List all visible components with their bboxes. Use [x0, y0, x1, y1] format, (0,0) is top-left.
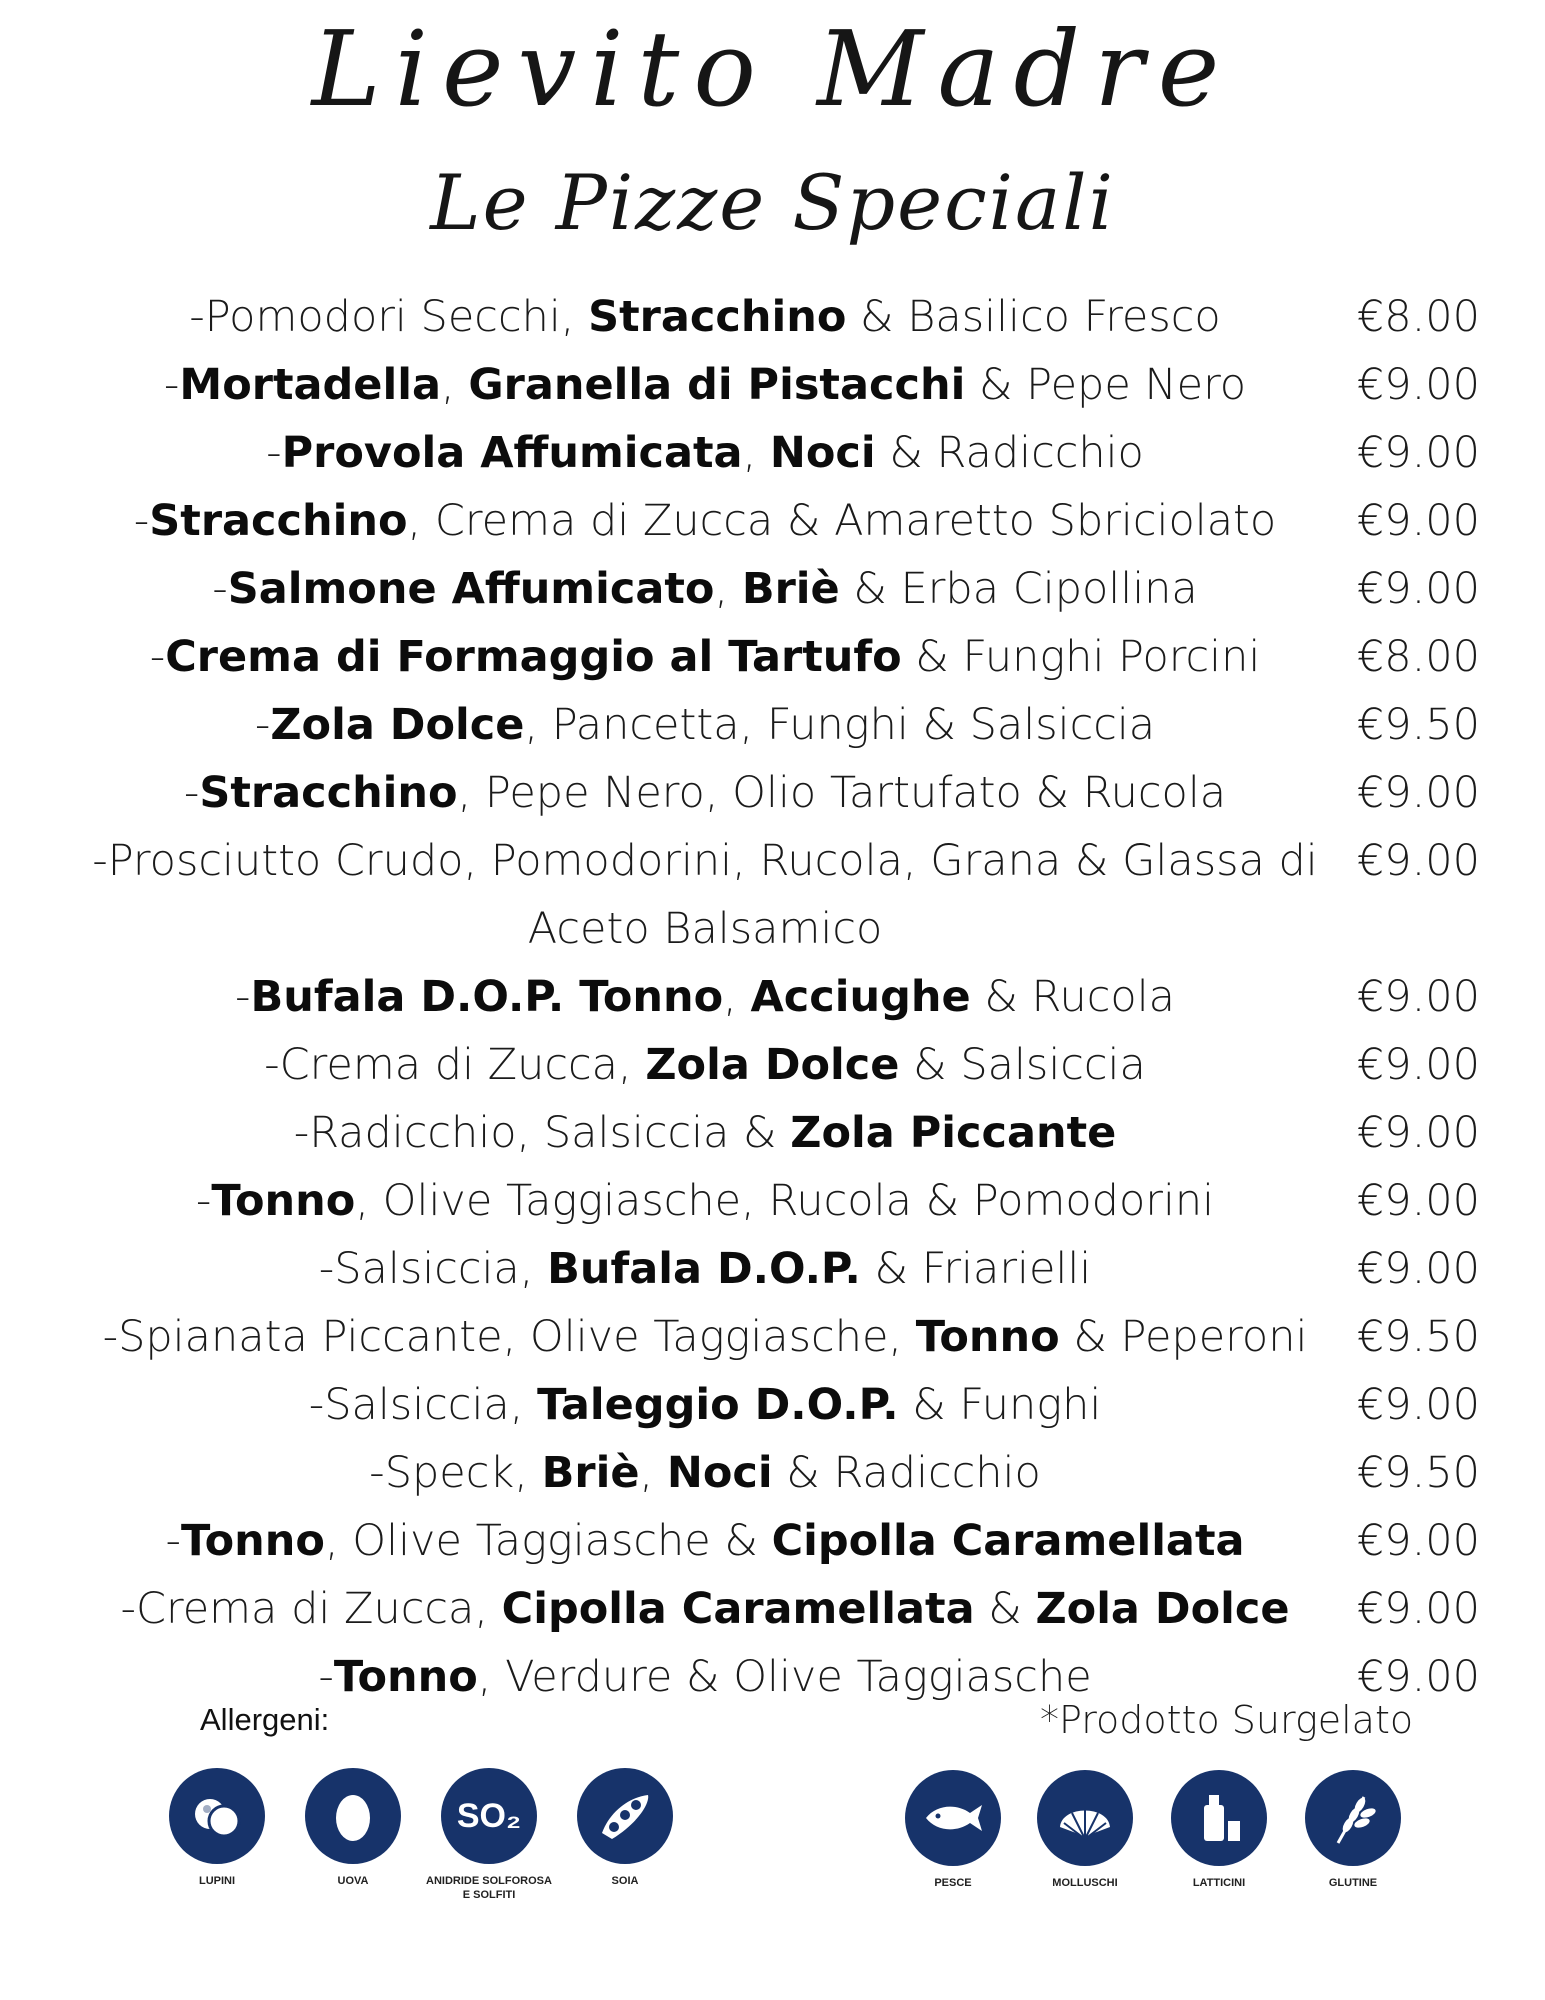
ingredient-text: -Pomodori Secchi,: [189, 292, 589, 342]
ingredient-text: , Verdure & Olive Taggiasche: [477, 1652, 1092, 1702]
menu-item: [0, 1371, 1545, 1439]
ingredient-highlight: Stracchino: [149, 496, 408, 546]
allergeni-label: Allergeni:: [200, 1702, 330, 1737]
ingredient-text: & Radicchio: [772, 1448, 1041, 1498]
menu-item-description: [60, 1439, 1350, 1507]
ingredient-text: -: [212, 564, 228, 614]
menu-item-description: [60, 555, 1350, 623]
menu-item-price: €9.00: [1356, 972, 1480, 1022]
shell-icon: [1037, 1770, 1133, 1866]
ingredient-highlight: Briè: [541, 1448, 640, 1498]
allergen-label: ANIDRIDE SOLFOROSA E SOLFITI: [426, 1875, 552, 1901]
egg-icon: [305, 1768, 401, 1864]
menu-item-price: €9.00: [1356, 1380, 1480, 1430]
ingredient-text: & Salsiccia: [899, 1040, 1146, 1090]
menu-item: [0, 827, 1545, 963]
allergen-label: UOVA: [337, 1875, 369, 1887]
ingredient-text: , Olive Taggiasche &: [324, 1516, 772, 1566]
ingredient-text: -Radicchio, Salsiccia &: [293, 1108, 791, 1158]
ingredient-text: , Crema di Zucca & Amaretto Sbriciolato: [407, 496, 1277, 546]
ingredient-text: -: [165, 1516, 181, 1566]
ingredient-text: -: [183, 768, 200, 818]
ingredient-text: ,: [639, 1448, 667, 1498]
lupini-icon: [169, 1768, 265, 1864]
menu-item: [0, 623, 1545, 691]
ingredient-highlight: Tonno: [211, 1176, 356, 1226]
ingredient-highlight: Briè: [741, 564, 840, 614]
ingredient-text: -: [163, 360, 180, 410]
menu-item-description: [60, 691, 1350, 759]
frozen-product-note: *Prodotto Surgelato: [1040, 1698, 1414, 1742]
menu-item: [0, 1031, 1545, 1099]
menu-item-price: €9.00: [1356, 1584, 1480, 1634]
menu-item: [0, 1235, 1545, 1303]
ingredient-text: -: [133, 496, 150, 546]
allergen-label: GLUTINE: [1328, 1877, 1378, 1889]
ingredient-text: -: [234, 972, 251, 1022]
allergen-pesce: [888, 1770, 1018, 1890]
menu-item-description: [60, 1575, 1350, 1643]
menu-item-price: €9.00: [1356, 836, 1480, 886]
menu-item: [0, 351, 1545, 419]
menu-item-description: [60, 963, 1350, 1031]
allergen-uova: [288, 1768, 418, 1888]
allergen-solfiti: [424, 1768, 554, 1902]
menu-item-price: €9.00: [1356, 428, 1480, 478]
menu-item-price: €9.50: [1356, 700, 1480, 750]
menu-item-description: [60, 1507, 1350, 1575]
ingredient-text: -Crema di Zucca,: [120, 1584, 502, 1634]
menu-item-price: €9.50: [1356, 1312, 1480, 1362]
ingredient-text: & Funghi: [898, 1380, 1102, 1430]
ingredient-highlight: Bufala D.O.P. Tonno: [250, 972, 724, 1022]
menu-item: [0, 555, 1545, 623]
menu-item-price: €8.00: [1356, 632, 1480, 682]
ingredient-text: & Pepe Nero: [965, 360, 1247, 410]
menu-title: Lievito Madre: [311, 8, 1234, 130]
ingredient-text: -Salsiccia,: [318, 1244, 548, 1294]
ingredient-highlight: Tonno: [915, 1312, 1060, 1362]
menu-subtitle: Le Pizze Speciali: [430, 158, 1115, 247]
menu-item-description: [60, 1371, 1350, 1439]
menu-item: [0, 1575, 1545, 1643]
ingredient-highlight: Taleggio D.O.P.: [537, 1380, 899, 1430]
ingredient-text: & Radicchio: [875, 428, 1144, 478]
ingredient-highlight: Cipolla Caramellata: [501, 1584, 975, 1634]
menu-item-price: €9.00: [1356, 564, 1480, 614]
menu-item: [0, 1099, 1545, 1167]
menu-item-description: [60, 487, 1350, 555]
ingredient-text: & Friarielli: [860, 1244, 1092, 1294]
menu-item-price: €9.00: [1356, 496, 1480, 546]
menu-item-price: €8.00: [1356, 292, 1480, 342]
allergen-label: PESCE: [934, 1877, 972, 1889]
ingredient-highlight: Mortadella: [179, 360, 441, 410]
menu-item-description: [60, 419, 1350, 487]
ingredient-highlight: Stracchino: [199, 768, 458, 818]
menu-item-description: [60, 1167, 1350, 1235]
ingredient-highlight: Provola Affumicata: [281, 428, 743, 478]
ingredient-text: , Pancetta, Funghi & Salsiccia: [524, 700, 1156, 750]
ingredient-text: -Prosciutto Crudo, Pomodorini, Rucola, Grana & Glassa di Aceto Balsamico: [92, 836, 1318, 954]
ingredient-highlight: Bufala D.O.P.: [547, 1244, 861, 1294]
allergen-label: LUPINI: [198, 1875, 236, 1887]
ingredient-text: -: [266, 428, 282, 478]
allergen-latticini: [1154, 1770, 1284, 1890]
so2-icon: [441, 1768, 537, 1864]
ingredient-text: -: [195, 1176, 212, 1226]
allergen-soia: [560, 1768, 690, 1888]
pizza-menu-list: [0, 283, 1545, 1711]
menu-item: [0, 1303, 1545, 1371]
ingredient-highlight: Granella di Pistacchi: [468, 360, 966, 410]
milk-icon: [1171, 1770, 1267, 1866]
ingredient-highlight: Noci: [769, 428, 876, 478]
ingredient-highlight: Tonno: [181, 1516, 325, 1566]
ingredient-text: -: [254, 700, 271, 750]
menu-item: [0, 759, 1545, 827]
menu-item: [0, 963, 1545, 1031]
menu-item-price: €9.00: [1356, 1652, 1480, 1702]
ingredient-highlight: Acciughe: [750, 972, 971, 1022]
so2-symbol: SO₂: [456, 1796, 522, 1835]
fish-icon: [905, 1770, 1001, 1866]
ingredient-highlight: Tonno: [333, 1652, 478, 1702]
ingredient-highlight: Zola Dolce: [270, 700, 525, 750]
ingredient-text: & Funghi Porcini: [901, 632, 1261, 682]
menu-item-description: [60, 1303, 1350, 1371]
ingredient-text: , Pepe Nero, Olio Tartufato & Rucola: [457, 768, 1227, 818]
menu-item-description: [60, 283, 1350, 351]
ingredient-text: , Olive Taggiasche, Rucola & Pomodorini: [355, 1176, 1215, 1226]
allergen-label: SOIA: [611, 1875, 639, 1887]
ingredient-highlight: Zola Piccante: [790, 1108, 1117, 1158]
menu-item-description: [60, 623, 1350, 691]
ingredient-text: ,: [440, 360, 469, 410]
menu-item-price: €9.00: [1356, 1176, 1480, 1226]
menu-item-description: [60, 351, 1350, 419]
menu-item-price: €9.00: [1356, 1516, 1480, 1566]
menu-item-description: [60, 759, 1350, 827]
allergen-label: MOLLUSCHI: [1052, 1877, 1118, 1889]
menu-item-price: €9.00: [1356, 360, 1480, 410]
soy-icon: [577, 1768, 673, 1864]
ingredient-highlight: Noci: [666, 1448, 773, 1498]
allergen-lupini: [152, 1768, 282, 1888]
ingredient-highlight: Salmone Affumicato: [227, 564, 715, 614]
allergen-molluschi: [1020, 1770, 1150, 1890]
ingredient-text: &: [974, 1584, 1036, 1634]
ingredient-text: ,: [723, 972, 751, 1022]
allergen-label: LATTICINI: [1192, 1877, 1246, 1889]
menu-item-price: €9.00: [1356, 1040, 1480, 1090]
ingredient-text: -Spianata Piccante, Olive Taggiasche,: [102, 1312, 916, 1362]
menu-item: [0, 283, 1545, 351]
menu-item-price: €9.00: [1356, 1244, 1480, 1294]
menu-item: [0, 419, 1545, 487]
menu-item-description: [60, 1235, 1350, 1303]
ingredient-highlight: Crema di Formaggio al Tartufo: [165, 632, 902, 682]
menu-item-price: €9.50: [1356, 1448, 1480, 1498]
ingredient-text: -: [318, 1652, 334, 1702]
ingredient-highlight: Stracchino: [588, 292, 847, 342]
menu-item: [0, 1507, 1545, 1575]
ingredient-text: ,: [714, 564, 742, 614]
ingredient-text: & Basilico Fresco: [846, 292, 1221, 342]
menu-item: [0, 691, 1545, 759]
ingredient-highlight: Cipolla Caramellata: [771, 1516, 1245, 1566]
ingredient-text: -Crema di Zucca,: [264, 1040, 646, 1090]
menu-item-price: €9.00: [1356, 1108, 1480, 1158]
ingredient-highlight: Zola Dolce: [645, 1040, 900, 1090]
menu-item-price: €9.00: [1356, 768, 1480, 818]
menu-item-description: [60, 1099, 1350, 1167]
menu-item-description: [60, 827, 1350, 963]
menu-item: [0, 487, 1545, 555]
ingredient-text: & Erba Cipollina: [839, 564, 1198, 614]
menu-item-description: [60, 1031, 1350, 1099]
ingredient-text: & Peperoni: [1059, 1312, 1308, 1362]
menu-item: [0, 1439, 1545, 1507]
ingredient-text: ,: [742, 428, 770, 478]
ingredient-text: -Speck,: [369, 1448, 542, 1498]
ingredient-highlight: Zola Dolce: [1035, 1584, 1290, 1634]
menu-item: [0, 1167, 1545, 1235]
allergen-glutine: [1288, 1770, 1418, 1890]
ingredient-text: & Rucola: [970, 972, 1176, 1022]
ingredient-text: -Salsiccia,: [308, 1380, 538, 1430]
ingredient-text: -: [149, 632, 166, 682]
wheat-icon: [1305, 1770, 1401, 1866]
